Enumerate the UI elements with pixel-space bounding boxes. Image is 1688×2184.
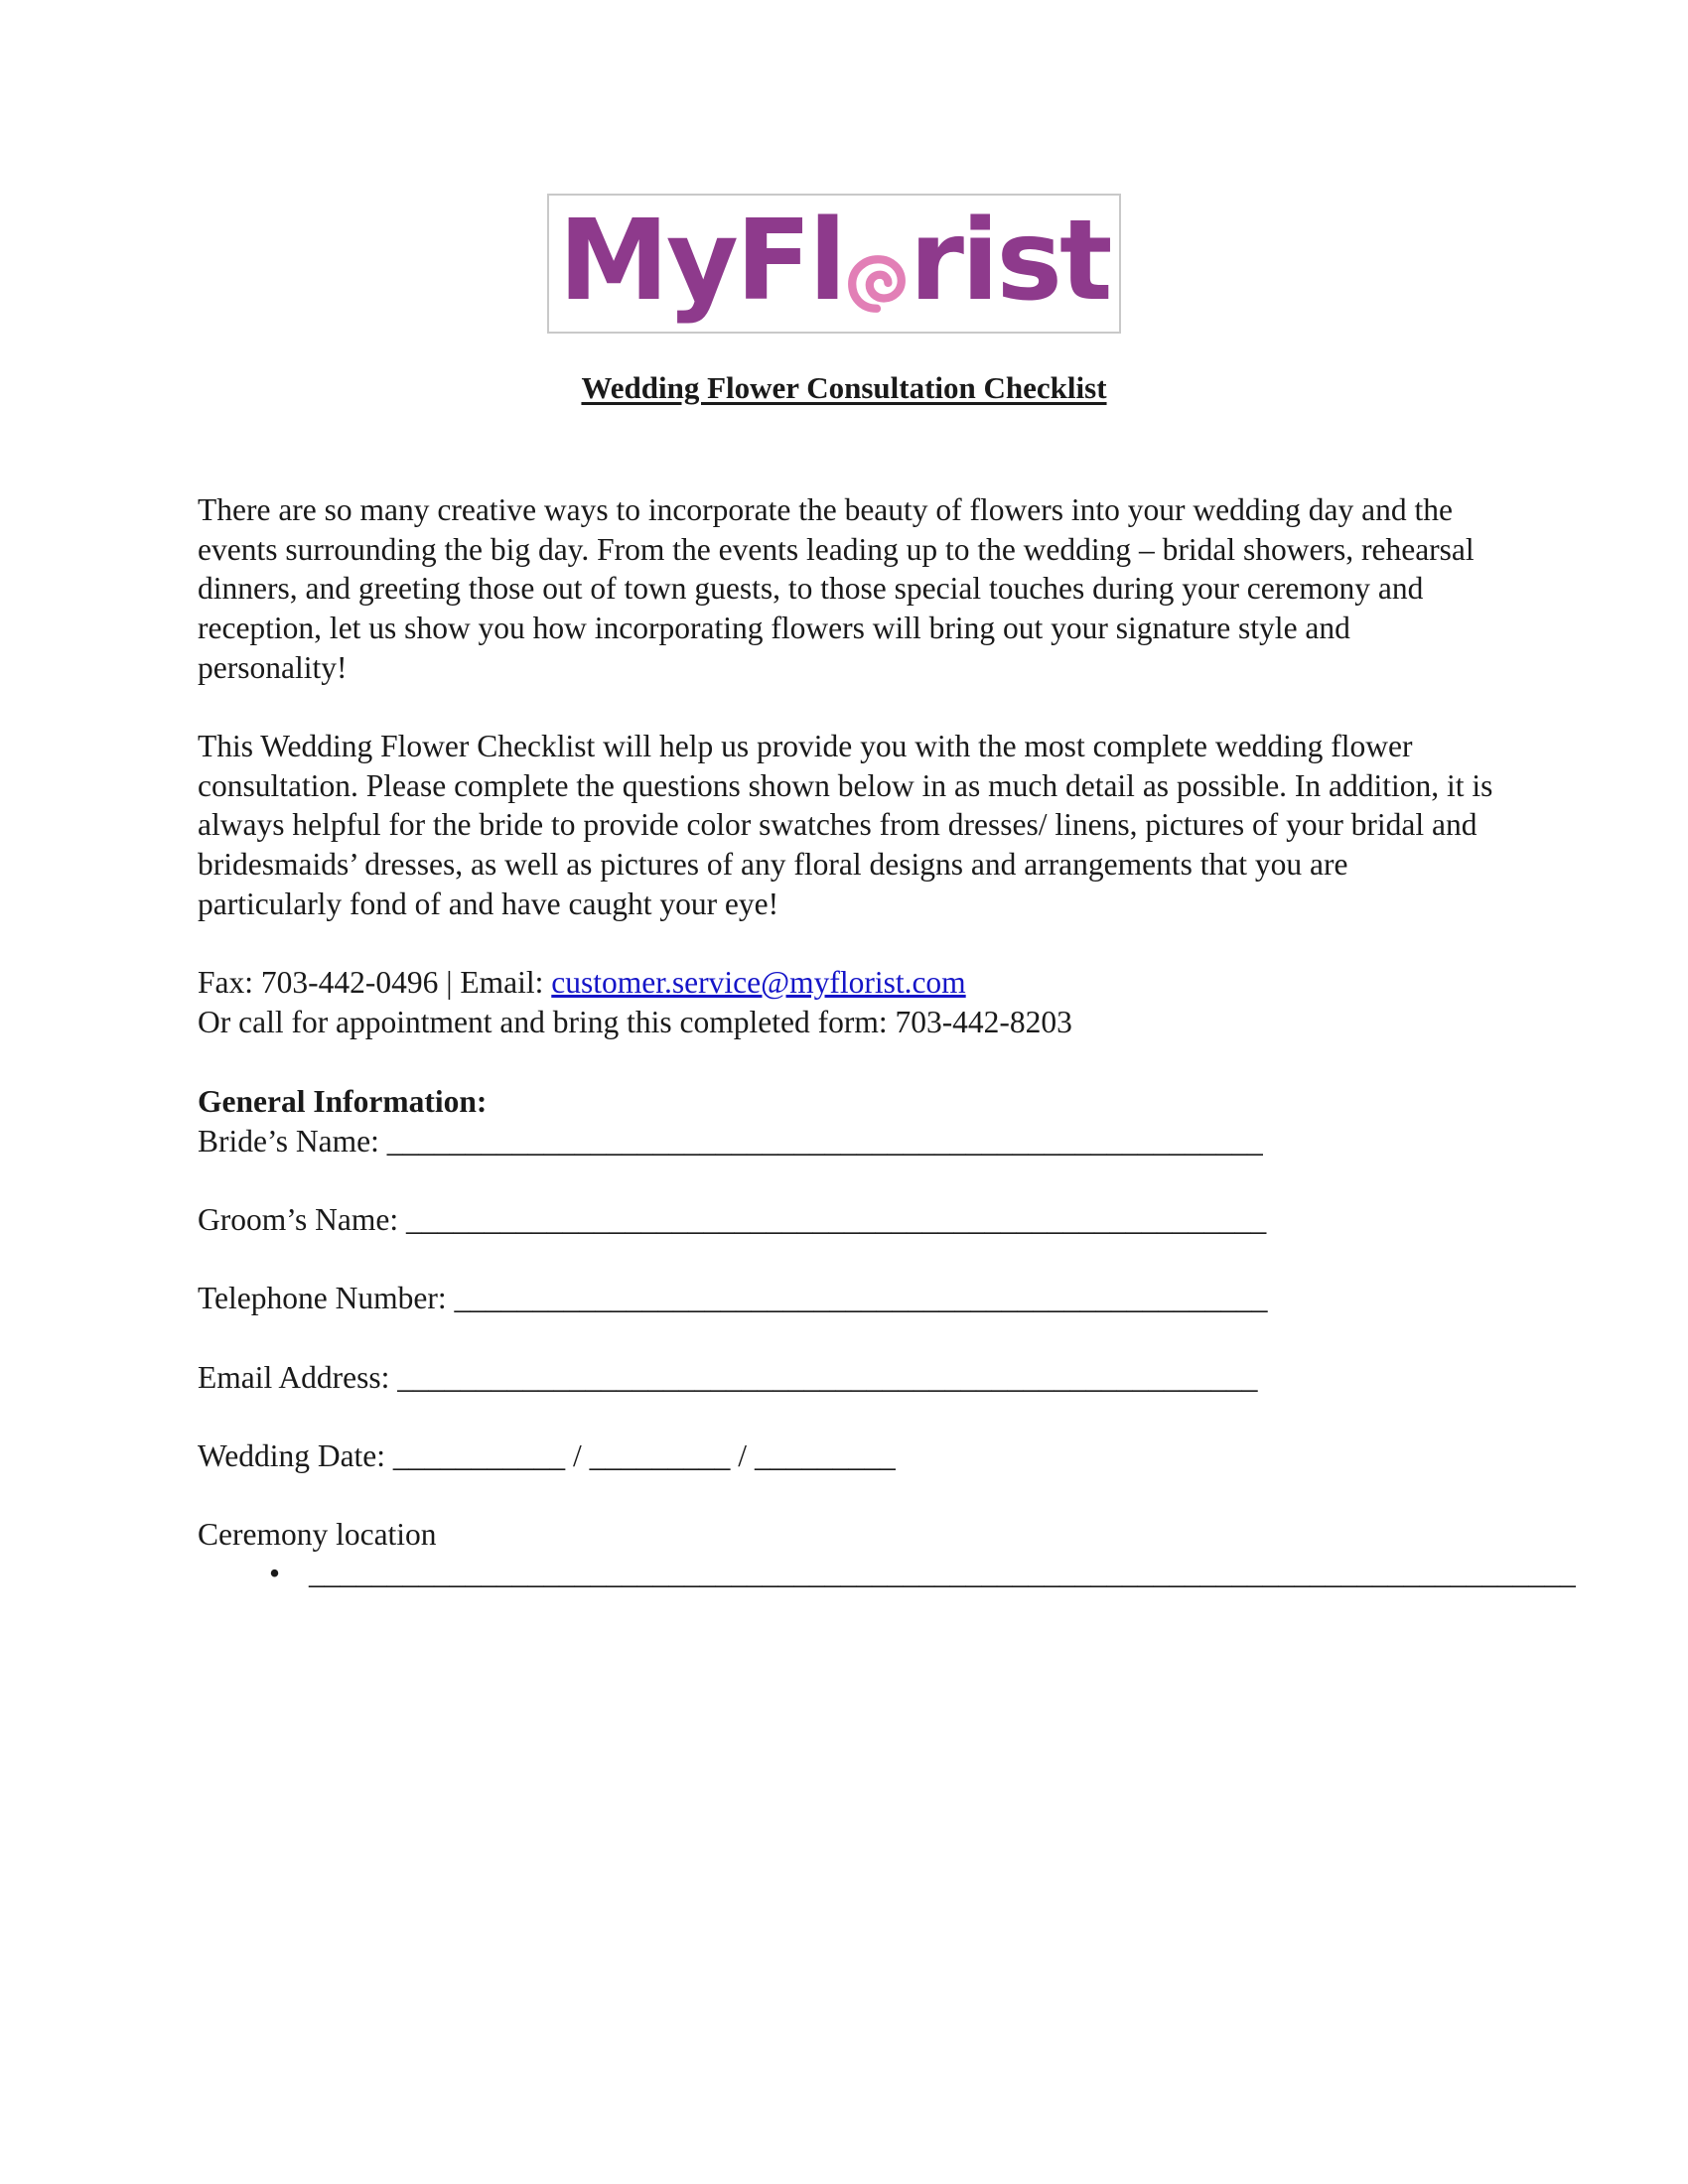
swirl-icon: [846, 253, 908, 315]
call-line: Or call for appointment and bring this completed form: 703-442-8203: [198, 1004, 1072, 1039]
telephone-blank[interactable]: ____________________________________________________: [454, 1281, 1268, 1315]
ceremony-location-blank[interactable]: _________________________________________________________________________________: [309, 1556, 1576, 1590]
wedding-date-label: Wedding Date:: [198, 1438, 386, 1473]
date-separator: /: [573, 1438, 582, 1473]
wedding-date-day-blank[interactable]: _________: [589, 1438, 731, 1473]
ceremony-location-label: Ceremony location: [198, 1517, 437, 1552]
email-link[interactable]: customer.service@myflorist.com: [551, 965, 966, 1000]
fax-text: Fax: 703-442-0496 | Email:: [198, 965, 552, 1000]
bride-name-blank[interactable]: ________________________________________________________: [386, 1124, 1263, 1159]
email-address-field[interactable]: [198, 1358, 1257, 1398]
wedding-date-field[interactable]: [198, 1436, 896, 1476]
intro-paragraph-2: This Wedding Flower Checklist will help us provide you with the most complete wedding flower consultation. Please complete the questions shown below in as much detail as possible. In addition, it is always helpful for the bride to provide color swatches from dresses/ linens, pictures of your bridal and bridesmaids’ dresses, as well as pictures of any floral designs and arrangements that you are particularly fond of and have caught your eye!: [198, 729, 1493, 921]
intro-paragraph-1: There are so many creative ways to incorporate the beauty of flowers into your wedding day and the events surrounding the big day. From the events leading up to the wedding – bridal showers, rehearsal dinners, and greeting those out of town guests, to those special touches during your ceremony and reception, let us show you how incorporating flowers will bring out your signature style and personality!: [198, 492, 1475, 685]
groom-name-label: Groom’s Name:: [198, 1202, 399, 1237]
general-information-heading: General Information:: [198, 1084, 488, 1119]
bullet-icon: •: [269, 1556, 281, 1590]
telephone-label: Telephone Number:: [198, 1281, 447, 1315]
groom-name-blank[interactable]: _______________________________________________________: [405, 1202, 1267, 1237]
email-address-label: Email Address:: [198, 1360, 390, 1395]
page-title: Wedding Flower Consultation Checklist: [581, 370, 1107, 405]
date-separator: /: [738, 1438, 748, 1473]
wedding-date-month-blank[interactable]: ___________: [392, 1438, 566, 1473]
bride-name-field[interactable]: [198, 1122, 1263, 1161]
logo-wordmark: MyFl rist: [558, 196, 1110, 326]
bride-name-label: Bride’s Name:: [198, 1124, 379, 1159]
wedding-date-year-blank[interactable]: _________: [754, 1438, 896, 1473]
ceremony-location-bullet-item[interactable]: [269, 1554, 1576, 1593]
myflorist-logo: [547, 194, 1121, 334]
email-address-blank[interactable]: _______________________________________________________: [397, 1360, 1258, 1395]
contact-info: [198, 963, 1498, 1041]
fax-email-line: [198, 963, 1498, 1003]
groom-name-field[interactable]: [198, 1200, 1266, 1240]
telephone-field[interactable]: [198, 1279, 1267, 1318]
